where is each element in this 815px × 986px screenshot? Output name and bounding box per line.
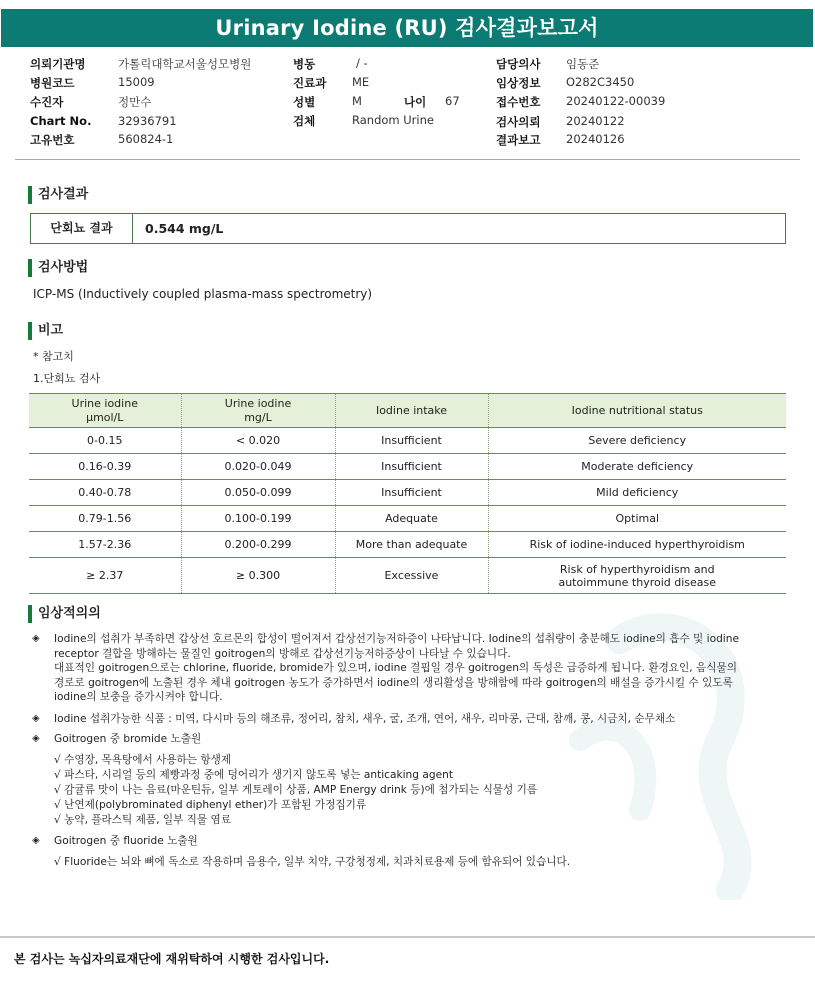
info-label: 고유번호	[30, 133, 75, 147]
cell: Moderate deficiency	[488, 454, 786, 480]
list-item: √ 감귤류 맛이 나는 음료(마운틴듀, 일부 게토레이 상품, AMP Energy drink 등)에 첨가되는 식물성 기름	[54, 784, 538, 796]
diamond-bullet-icon: ◈	[32, 733, 40, 744]
info-label: 결과보고	[496, 133, 541, 147]
section-bar	[28, 605, 32, 623]
list-item: √ 파스타, 시리얼 등의 제빵과정 중에 덩어리가 생기지 않도록 넣는 anticaking agent	[54, 769, 453, 781]
header-mgl: Urine iodine mg/L	[181, 394, 335, 428]
clinical-paragraph-2: ◈ Iodine 섭취가능한 식품 : 미역, 다시마 등의 해조류, 정어리, 참치, 새우, 굴, 조개, 연어, 새우, 리마콩, 근대, 참깨, 콩, 시금치, 순무채소	[32, 713, 676, 725]
info-value: 560824-1	[118, 132, 174, 146]
header-status: Iodine nutritional status	[488, 394, 786, 428]
cell: 0.050-0.099	[181, 480, 335, 506]
age-label: 나이	[404, 95, 427, 109]
info-value: 가톨릭대학교서울성모병원	[118, 57, 252, 71]
cell: Excessive	[335, 558, 488, 594]
clinical-paragraph-1: ◈ Iodine의 섭취가 부족하면 갑상선 호르몬의 합성이 떨어져서 갑상선기능저하증이 나타납니다. Iodine의 섭취량이 충분해도 iodine의 흡수 및 iodine receptor 결합을 방해하는 물질인 goitrogen의 방해로 갑상선기능저하증상이 나타날 수 있습니다. 대표적인 goitrogen으로는 chlorine, fluoride, bromide가 있으며, iodine 결핍일 경우 goitrogen의 독성은 급증하게 됩니다. 환경요인, 음식물의 경로로 goitrogen에 노출된 경우 체내 goitrogen 농도가 증가하면서 iodine의 생리활성을 방해함에 따라 goitrogen의 배설을 증가시킬 수 있도록 iodine의 보충을 증가시켜야 합니다.	[32, 633, 739, 703]
info-value: O282C3450	[566, 75, 635, 89]
header-intake: Iodine intake	[335, 394, 488, 428]
divider	[15, 159, 800, 160]
result-value: 0.544 mg/L	[145, 221, 224, 236]
cell: 0.200-0.299	[181, 532, 335, 558]
cell: Optimal	[488, 506, 786, 532]
table-row	[29, 454, 786, 480]
age-value: 67	[445, 94, 460, 108]
reference-subtitle: 1.단회뇨 검사	[33, 372, 101, 385]
info-label: 병원코드	[30, 76, 75, 90]
list-item: √ 수영장, 목욕탕에서 사용하는 항생제	[54, 754, 232, 766]
header-umol: Urine iodine μmol/L	[29, 394, 181, 428]
cell: Risk of iodine-induced hyperthyroidism	[488, 532, 786, 558]
diamond-bullet-icon: ◈	[32, 835, 40, 846]
info-value: 20240126	[566, 132, 625, 146]
result-box	[30, 213, 786, 244]
cell: More than adequate	[335, 532, 488, 558]
section-bar	[28, 322, 32, 340]
cell: 0.79-1.56	[29, 506, 181, 532]
cell: 0.16-0.39	[29, 454, 181, 480]
result-label: 단회뇨 결과	[31, 214, 133, 243]
clinical-paragraph-4: ◈ Goitrogen 중 fluoride 노출원 √ Fluoride는 뇌와 뼈에 독소로 작용하며 음용수, 일부 치약, 구강청정제, 치과치료용제 등에 함유되어 있습니다.	[32, 835, 571, 868]
cell: Insufficient	[335, 480, 488, 506]
info-label: 접수번호	[496, 95, 541, 109]
section-bar	[28, 186, 32, 204]
diamond-bullet-icon: ◈	[32, 633, 40, 644]
info-label: 검사의뢰	[496, 115, 541, 129]
cell: Insufficient	[335, 454, 488, 480]
cell: Adequate	[335, 506, 488, 532]
cell: ≥ 0.300	[181, 558, 335, 594]
info-label: 의뢰기관명	[30, 57, 86, 71]
report-title: Urinary Iodine (RU) 검사결과보고서	[1, 9, 813, 47]
info-value: M	[352, 94, 362, 108]
cell: Risk of hyperthyroidism and autoimmune thyroid disease	[488, 558, 786, 594]
info-value: ME	[352, 75, 370, 89]
cell: 1.57-2.36	[29, 532, 181, 558]
watermark-logo-icon	[560, 600, 800, 900]
cell: 0.020-0.049	[181, 454, 335, 480]
reference-table	[29, 393, 786, 594]
cell: 0.40-0.78	[29, 480, 181, 506]
cell: ≥ 2.37	[29, 558, 181, 594]
table-row	[29, 558, 786, 594]
list-item: √ 농약, 플라스틱 제품, 일부 직물 염료	[54, 814, 231, 826]
cell: Severe deficiency	[488, 428, 786, 454]
info-label: 성별	[293, 95, 316, 109]
footer-divider	[0, 936, 815, 938]
table-header-row	[29, 394, 786, 428]
info-value: / -	[356, 56, 368, 70]
cell: < 0.020	[181, 428, 335, 454]
info-value: 20240122	[566, 114, 625, 128]
info-label: 병동	[293, 57, 316, 71]
info-label: Chart No.	[30, 114, 92, 128]
info-label: 담당의사	[496, 57, 541, 71]
info-value: Random Urine	[352, 113, 434, 127]
table-row	[29, 480, 786, 506]
cell: Mild deficiency	[488, 480, 786, 506]
reference-note: * 참고치	[33, 350, 74, 363]
footer-note: 본 검사는 녹십자의료재단에 재위탁하여 시행한 검사입니다.	[14, 952, 330, 966]
clinical-paragraph-3: ◈ Goitrogen 중 bromide 노출원 √ 수영장, 목욕탕에서 사용하는 항생제 √ 파스타, 시리얼 등의 제빵과정 중에 덩어리가 생기지 않도록 넣는 anticaking agent √ 감귤류 맛이 나는 음료(마운틴듀, 일부 게토레이 상품, AMP Energy drink 등)에 첨가되는 식물성 기름 √ 난연제(polybrominated diphenyl ether)가 포함된 가정집기류 √ 농약, 플라스틱 제품, 일부 직물 염료	[32, 733, 538, 826]
section-bar	[28, 259, 32, 277]
table-row	[29, 428, 786, 454]
cell: 0.100-0.199	[181, 506, 335, 532]
info-label: 수진자	[30, 95, 64, 109]
list-item: √ Fluoride는 뇌와 뼈에 독소로 작용하며 음용수, 일부 치약, 구강청정제, 치과치료용제 등에 함유되어 있습니다.	[54, 856, 571, 868]
info-value: 15009	[118, 75, 155, 89]
info-value: 20240122-00039	[566, 94, 666, 108]
table-row	[29, 506, 786, 532]
cell: 0-0.15	[29, 428, 181, 454]
info-value: 임동준	[566, 57, 600, 71]
method-text: ICP-MS (Inductively coupled plasma-mass spectrometry)	[33, 287, 373, 301]
diamond-bullet-icon: ◈	[32, 713, 40, 724]
info-label: 검체	[293, 114, 316, 128]
list-item: √ 난연제(polybrominated diphenyl ether)가 포함된 가정집기류	[54, 799, 367, 811]
cell: Insufficient	[335, 428, 488, 454]
info-label: 임상정보	[496, 76, 541, 90]
table-row	[29, 532, 786, 558]
info-value: 정만수	[118, 95, 152, 109]
info-value: 32936791	[118, 114, 177, 128]
info-label: 진료과	[293, 76, 327, 90]
